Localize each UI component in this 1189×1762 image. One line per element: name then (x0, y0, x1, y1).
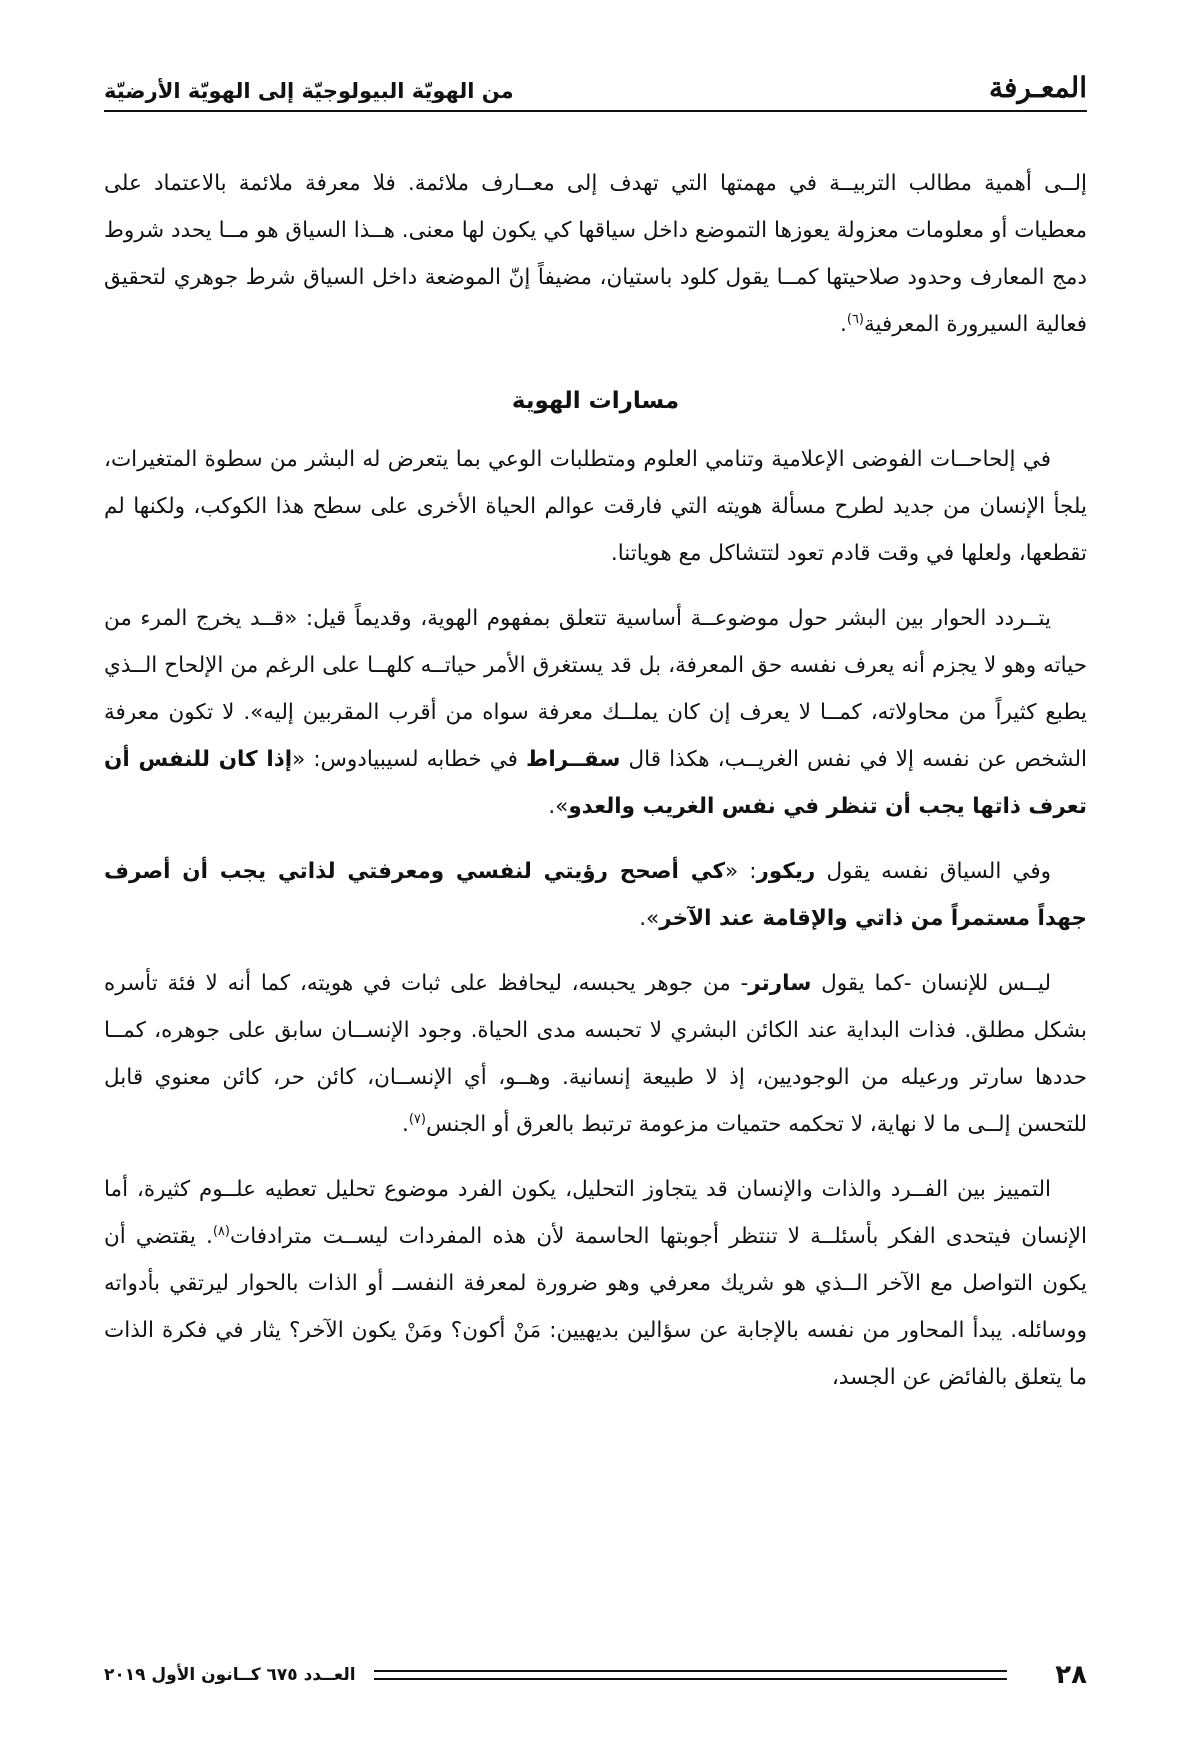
paragraph-4-text: وفي السياق نفسه يقول (826, 859, 1052, 884)
paragraph-3-text: يتــردد الحوار بين البشر حول موضوعــة أساسية تتعلق بمفهوم الهوية، وقديماً قيل: «قــد يخرج المرء من حياته وهو لا يجزم أنه يعرف نفسه حق المعرفة، بل قد يستغرق الأمر حياتــه كلهــا على الرغم من الإلحاح الــذي يطبع كثيراً من محاولاته، كمــا لا يعرف إن كان يملــك معرفة سواه من أقرب المقربين إليه». لا تكون معرفة الشخص عن نفسه إلا في نفس الغريــب، هكذا قال (104, 606, 1087, 772)
page-footer (104, 1655, 1087, 1695)
paragraph-3 (104, 595, 1087, 830)
paragraph-3-end: ». (548, 794, 569, 819)
paragraph-5-text-b: - من جوهر يحبسه، ليحافظ على ثبات في هويته، كما أنه لا فئة تأسره بشكل مطلق. فذات البداية عند الكائن البشري لا تحبسه مدى الحياة. وجود الإنســان سابق على جوهره، كمــا حددها سارتر ورعيله من الوجوديين، إذ لا طبيعة إنسانية. وهــو، أي الإنســان، كائن حر، كائن معنوي قابل للتحسن إلــى ما لا نهاية، لا تحكمه حتميات مزعومة ترتبط بالعرق أو الجنس (104, 971, 1087, 1137)
paragraph-6-text-b: . يقتضي أن يكون التواصل مع الآخر الــذي هو شريك معرفي وهو ضرورة لمعرفة النفســ أو الذات بالحوار ليرتقي بأدواته ووسائله. يبدأ المحاور من نفسه بالإجابة عن سؤالين بديهيين: مَنْ أكون؟ ومَنْ يكون الآخر؟ يثار في فكرة الذات ما يتعلق بالفائض عن الجسد، (104, 1224, 1087, 1390)
running-header (104, 62, 1087, 112)
paragraph-6 (104, 1166, 1087, 1401)
running-title: من الهويّة البيولوجيّة إلى الهويّة الأرضيّة (104, 79, 514, 103)
name-ricoeur: ريكور (756, 859, 816, 884)
name-sartre: سارتر (748, 971, 812, 996)
paragraph-4-text-b: : « (724, 859, 757, 884)
issue-info: العــدد ٦٧٥ كــانون الأول ٢٠١٩ (104, 1665, 356, 1685)
paragraph-1 (104, 160, 1087, 348)
paragraph-4-end: ». (639, 906, 660, 931)
footnote-ref-6: (٦) (846, 311, 864, 327)
socrates-quote: إذا كان للنفس أن تعرف ذاتها يجب أن تنظر في نفس الغريب والعدو (104, 747, 1087, 819)
paragraph-2: في إلحاحــات الفوضى الإعلامية وتنامي العلوم ومتطلبات الوعي بما يتعرض له البشر من سطوة المتغيرات، يلجأ الإنسان من جديد لطرح مسألة هويته التي فارقت عوالم الحياة الأخرى على سطح هذا الكوكب، ولكنها لم تقطعها، ولعلها في وقت قادم تعود لتتشاكل مع هوياتنا. (104, 447, 1087, 566)
paragraph-4 (104, 848, 1087, 942)
paragraph-1-text: إلــى أهمية مطالب التربيــة في مهمتها التي تهدف إلى معــارف ملائمة. فلا معرفة ملائمة بالاعتماد على معطيات أو معلومات معزولة يعوزها التموضع داخل سياقها كي يكون لها معنى. هــذا السياق هو مــا يحدد شروط دمج المعارف وحدود صلاحيتها كمــا يقول كلود باستيان، مضيفاً إنّ الموضعة داخل السياق شرط جوهري لتحقيق فعالية السيرورة المعرفية (104, 171, 1087, 337)
journal-logo: المعـرفة (988, 71, 1087, 104)
paragraph-5-end: . (401, 1112, 409, 1137)
paragraph-6-text: التمييز بين الفــرد والذات والإنسان قد يتجاوز التحليل، يكون الفرد موضوع تحليل تعطيه علــوم كثيرة، أما الإنسان فيتحدى الفكر بأسئلــة لا تنتظر أجوبتها الحاسمة لأن هذه المفردات ليســت مترادفات (104, 1177, 1087, 1249)
paragraph-5 (104, 960, 1087, 1148)
section-heading: مسارات الهوية (511, 388, 680, 414)
footer-divider (374, 1670, 1007, 1680)
paragraph-3-text-b: في خطابه لسيبيادوس: « (292, 747, 518, 772)
article-body (104, 160, 1087, 1419)
ricoeur-quote: كي أصحح رؤيتي لنفسي ومعرفتي لذاتي يجب أن أصرف جهداً مستمراً من ذاتي والإقامة عند الآخر (104, 859, 1087, 931)
paragraph-5-text: ليــس للإنسان -كما يقول (821, 971, 1051, 996)
paragraph-1-end: . (840, 312, 847, 337)
footnote-ref-8: (٨) (212, 1223, 230, 1239)
page-number: ٢٨ (1055, 1660, 1087, 1690)
name-socrates: سقــراط (526, 747, 621, 772)
footnote-ref-7: (٧) (408, 1111, 426, 1127)
